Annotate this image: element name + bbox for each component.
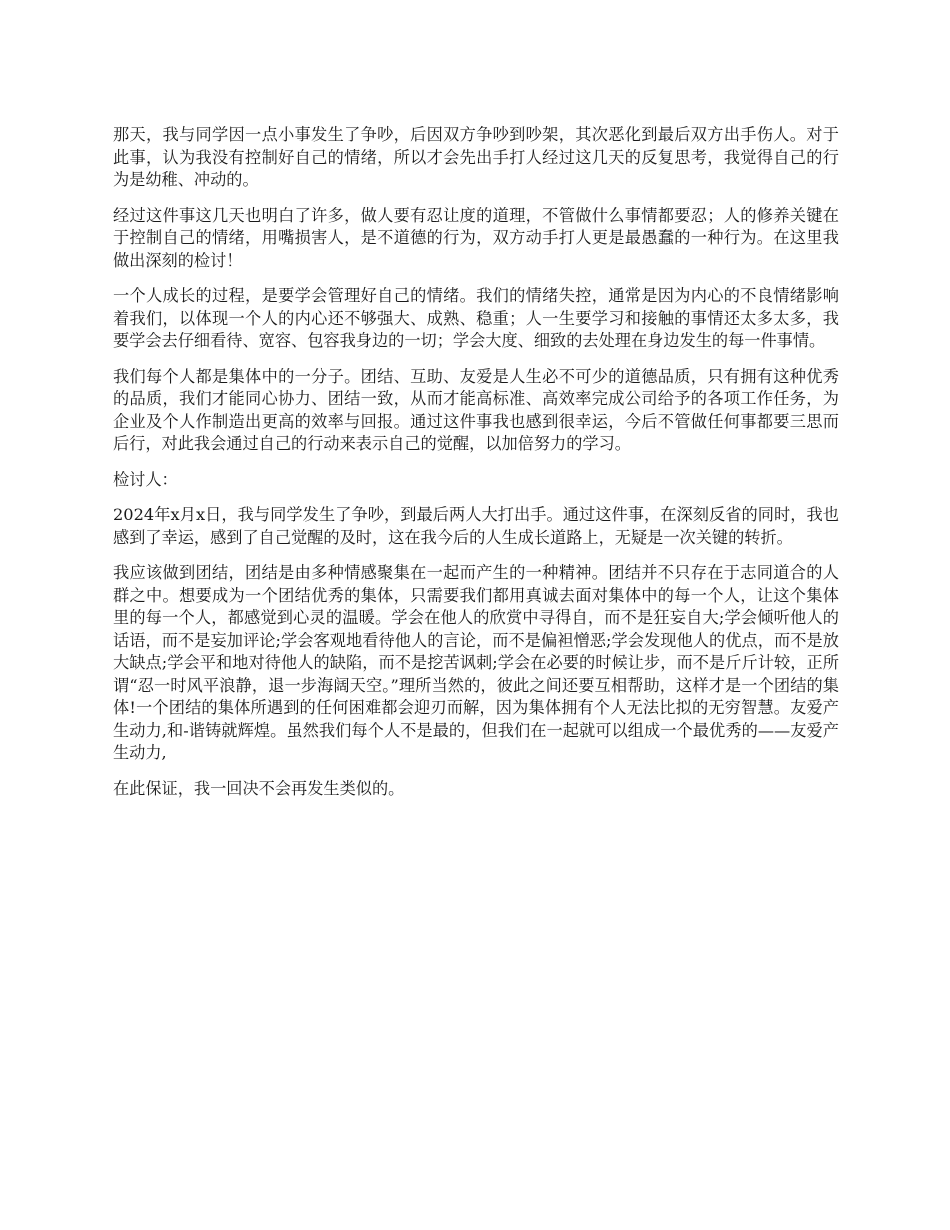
document-body (113, 124, 839, 813)
paragraph-date-reflection: 2024年x月x日，我与同学发生了争吵，到最后两人大打出手。通过这件事，在深刻反省的同时，我也感到了幸运，感到了自己觉醒的及时，这在我今后的人生成长道路上，无疑是一次关键的转折。 (113, 505, 839, 547)
paragraph-lesson: 经过这件事这几天也明白了许多，做人要有忍让度的道理，不管做什么事情都要忍；人的修养关键在于控制自己的情绪，用嘴损害人，是不道德的行为，双方动手打人更是最愚蠢的一种行为。在这里我做出深刻的检讨！ (113, 205, 839, 270)
paragraph-emotions: 一个人成长的过程，是要学会管理好自己的情绪。我们的情绪失控，通常是因为内心的不良情绪影响着我们，以体现一个人的内心还不够强大、成熟、稳重；人一生要学习和接触的事情还太多太多，我要学会去仔细看待、宽容、包容我身边的一切；学会大度、细致的去处理在身边发生的每一件事情。 (113, 286, 839, 350)
signature-label: 检讨人： (113, 469, 178, 489)
paragraph-unity: 我应该做到团结，团结是由多种情感聚集在一起而产生的一种精神。团结并不只存在于志同道合的人群之中。想要成为一个团结优秀的集体，只需要我们都用真诚去面对集体中的每一个人，让这个集体里的每一个人，都感觉到心灵的温暖。学会在他人的欣赏中寻得自，而不是狂妄自大;学会倾听他人的话语，而不是妄加评论;学会客观地看待他人的言论，而不是偏袒憎恶;学会发现他人的优点，而不是放大缺点;学会平和地对待他人的缺陷，而不是挖苦讽刺;学会在必要的时候让步，而不是斤斤计较，正所谓“忍一时风平浪静，退一步海阔天空。”理所当然的，彼此之间还要互相帮助，这样才是一个团结的集体!一个团结的集体所遇到的任何困难都会迎刃而解，因为集体拥有个人无法比拟的无穷智慧。友爱产生动力,和-谐铸就辉煌。虽然我们每个人不是最的，但我们在一起就可以组成一个最优秀的——友爱产生动力, (113, 563, 839, 762)
paragraph-collective: 我们每个人都是集体中的一分子。团结、互助、友爱是人生必不可少的道德品质，只有拥有这种优秀的品质，我们才能同心协力、团结一致，从而才能高标准、高效率完成公司给予的各项工作任务，为企业及个人作制造出更高的效率与回报。通过这件事我也感到很幸运，今后不管做任何事都要三思而后行，对此我会通过自己的行动来表示自己的觉醒，以加倍努力的学习。 (113, 366, 839, 453)
paragraph-guarantee: 在此保证，我一回决不会再发生类似的。 (113, 778, 405, 798)
paragraph-incident: 那天，我与同学因一点小事发生了争吵，后因双方争吵到吵架，其次恶化到最后双方出手伤人。对于此事，认为我没有控制好自己的情绪，所以才会先出手打人经过这几天的反复思考，我觉得自己的行为是幼稚、冲动的。 (113, 125, 839, 189)
